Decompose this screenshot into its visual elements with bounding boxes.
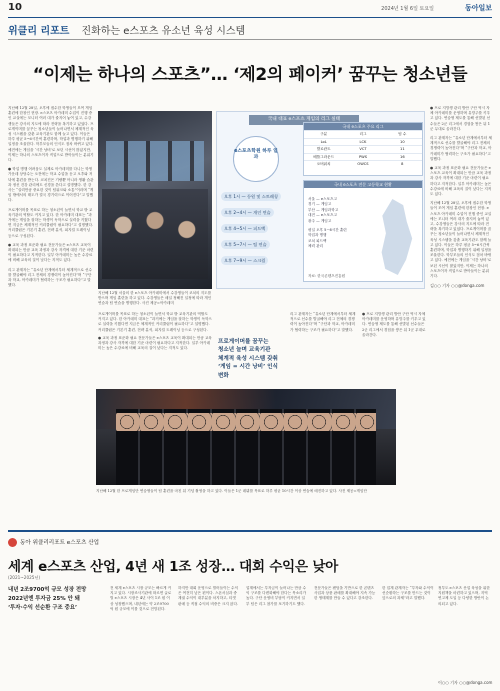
- bottom-column-5: 한 업계 관계자는 “투자와 수익이 선순환하는 구조를 만드는 것이 앞으로의 과제”라고 말했다.: [382, 586, 434, 601]
- newspaper-logo: 동아일보: [464, 4, 492, 12]
- list-item: 코치 피드백: [308, 238, 327, 243]
- table-cell: 오버워치: [316, 162, 331, 167]
- article-text: ● 학업 병행 어려움도 실제로 아카데미를 다니는 학생 가운데 상당수는 오전에는 학교 수업을 듣고 오후와 저녁에 훈련을 받는다. 코치진은 기량뿐 아니라 생활 습관과 정신 건강 관리에도 신경을 쓴다고 설명했다. 한 강사는 “실력만큼 중요한 것이 팀워크와 소통”이라며 “게임 밖에서의 태도가 결국 경기력으로 이어진다”고 말했다.: [8, 167, 94, 203]
- bottom-headline: 세계 e스포츠 산업, 4년 새 1조 성장… 대회 수익은 낮아: [8, 559, 339, 575]
- schedule-item: 오후 4~5시 — 피드백: [221, 224, 268, 233]
- ring-title: e스포츠학원 하루 일과: [234, 149, 278, 160]
- article-text: 지난해 12월 28일, 오후에 접수한 학생들이 모여 게임 훈련에 한창인 현장. e스포츠 아카데미 수업이 진행 중인 교실에는 모니터 여러 대가 줄지어 놓여 있고, 수강생들은 강사의 지도에 따라 전략을 복기하고 있었다. 프로게이머를 꿈꾸는 청소년들이 늘어나면서 체계적인 육성 시스템을 갖춘 교육기관도 함께 늘고 있다. 이들은 하루 평균 5~6시간씩 훈련하며, 학업과 병행하기 위해 일정을 조율한다. 학부모들의 인식도 점차 바뀌고 있다. 예전에는 게임을 ‘시간 낭비’로 보던 시선이 많았지만, 이제는 하나의 스포츠이자 직업으로 받아들이는 분위기다.: [8, 106, 94, 163]
- table-row: [304, 160, 422, 168]
- list-item: 서울 — e스포츠고: [308, 197, 337, 201]
- section-title: 진화하는 e스포츠 유소년 육성 시스템: [81, 25, 246, 37]
- school-list: [308, 197, 376, 250]
- article-text: 프로게이머를 목표로 하는 청소년이 늘면서 학교 밖 교육기관의 역할도 커지고 있다. 한 아카데미 대표는 “과거에는 게임을 잘하는 학생이 독학으로 실력을 키웠다면 지금은 체계적인 커리큘럼이 필요하다”고 설명했다. 커리큘럼은 기본기 훈련, 전략 분석, 피지컬 트레이닝 등으로 구성된다.: [98, 312, 212, 332]
- bottom-column-4: 전문가들은 팬덤을 기반으로 한 콘텐츠 사업과 상품 판매를 확대해야 지속 가능한 생태계를 만들 수 있다고 강조한다.: [314, 586, 376, 601]
- infographic: [216, 111, 425, 289]
- table-row: [304, 138, 422, 146]
- bottom-label: 동아 위클리리포트 e스포츠 산업: [20, 540, 100, 546]
- list-item: 경기 — 게임고: [308, 202, 332, 207]
- table-row: [304, 130, 422, 138]
- article-text: 프로게이머를 목표로 하는 청소년이 늘면서 학교 밖 교육기관의 역할도 커지고 있다. 한 아카데미 대표는 “과거에는 게임을 잘하는 학생이 독학으로 실력을 키웠다면 지금은 체계적인 커리큘럼이 필요하다”고 설명했다. 커리큘럼은 기본기 훈련, 전략 분석, 피지컬 트레이닝 등으로 구성된다.: [8, 207, 94, 238]
- reporter-byline: 김○○ 기자 ○○@donga.com: [430, 283, 485, 289]
- article-text: ● 교육 과정 표준화 필요 전문가들은 e스포츠 교육이 확대되는 만큼 교육 과정과 강사 자격에 대한 기준 마련이 필요하다고 지적한다. 일부 아카데미는 높은 수강료에 비해 교육의 질이 낮다는 지적도 있다.: [430, 166, 492, 197]
- table-cell: 배틀그라운드: [313, 154, 335, 159]
- bottom-byline: 이○○ 기자 ○○@donga.com: [438, 680, 493, 685]
- subhead-line: 2022년엔 투자금 25% 안 돼: [8, 596, 80, 602]
- schedule-item: 오후 1시 — 등원 및 스트레칭: [221, 192, 281, 201]
- pull-quote-line: ‘게임 = 시간 낭비’ 인식 변화: [218, 364, 278, 379]
- article-text: ● 프로 지망생 관리 방안 구단 역시 자체 아카데미를 운영하며 유망주를 키우고 있다. 연습생 제도를 통해 선발된 선수들은 2군 리그에서 경험을 쌓은 뒤 1군 무대로 올라간다.: [430, 106, 491, 131]
- article-text: ● 프로 지망생 관리 방안 구단 역시 자체 아카데미를 운영하며 유망주를 키우고 있다. 연습생 제도를 통해 선발된 선수들은 2군 리그에서 경험을 쌓은 뒤 1군 무대로 올라간다.: [362, 312, 426, 337]
- article-column-2: [98, 312, 212, 386]
- photo-team-players: [96, 389, 396, 485]
- column-header: 구분: [320, 132, 328, 136]
- league-table-header: 국내 e스포츠 주요 리그: [304, 123, 422, 130]
- list-item: 체력 관리: [308, 244, 324, 249]
- table-cell: PWS: [358, 154, 367, 159]
- article-text: ● 교육 과정 표준화 필요 전문가들은 e스포츠 교육이 확대되는 만큼 교육 과정과 강사 자격에 대한 기준 마련이 필요하다고 지적한다. 일부 아카데미는 높은 수강료에 비해 교육의 질이 낮다는 지적도 있다.: [98, 335, 212, 351]
- infographic-source: 자료: 한국콘텐츠진흥원: [308, 273, 346, 278]
- list-item: 학업과 병행: [308, 233, 327, 238]
- top-rule: [8, 17, 492, 18]
- table-cell: 11: [400, 147, 405, 152]
- article-text: ● 교육 과정 표준화 필요 전문가들은 e스포츠 교육이 확대되는 만큼 교육 과정과 강사 자격에 대한 기준 마련이 필요하다고 지적한다. 일부 아카데미는 높은 수강료에 비해 교육의 질이 낮다는 지적도 있다.: [8, 242, 94, 263]
- masthead: [8, 2, 492, 16]
- page-number: 10: [8, 2, 22, 13]
- pull-quote-line: 청소년 늘며 교육기관: [218, 347, 271, 354]
- students-image: [102, 189, 208, 279]
- korea-map: [378, 199, 414, 275]
- school-status-panel: [303, 180, 423, 282]
- pull-quote-line: 체계적 육성 시스템 갖춰: [218, 355, 278, 362]
- section-header: [8, 21, 245, 37]
- daily-schedule-ring: [233, 136, 279, 182]
- table-cell: LCK: [359, 139, 367, 144]
- schedule-item: 오후 5~7시 — 팀 연습: [221, 240, 270, 249]
- bottom-subhead: [8, 586, 103, 613]
- article-text: 리그 관계자는 “유소년 단계에서부터 체계적으로 선수를 발굴해야 리그 전체의 경쟁력이 높아진다”며 “구단과 학교, 아카데미가 협력하는 구조가 필요하다”고 말했다.: [430, 136, 492, 161]
- table-row: [304, 145, 422, 153]
- pull-quote: [218, 338, 283, 380]
- bottom-column-3: 업계에서는 투자금이 늘어나는 만큼 수익 구조를 다변화해야 한다는 목소리가 높다. 구단 운영비 부담이 커지면서 일부 팀은 리그 참가를 포기하기도 했다.: [246, 586, 307, 606]
- table-row: [304, 153, 422, 161]
- list-item: 부산 — 게임과학고: [308, 207, 339, 212]
- article-column-1: [8, 106, 94, 526]
- schedule-item: 오후 2~4시 — 개인 연습: [221, 208, 274, 217]
- article-text: 리그 관계자는 “유소년 단계에서부터 체계적으로 선수를 발굴해야 리그 전체의 경쟁력이 높아진다”며 “구단과 학교, 아카데미가 협력하는 구조가 필요하다”고 말했다.: [290, 312, 356, 332]
- section-rule: [8, 39, 492, 40]
- table-cell: 10: [400, 139, 405, 144]
- bottom-column-6: 정부도 e스포츠 산업 육성을 위한 지원책을 마련하고 있으며, 지역 연고제 도입 등 다양한 방안이 논의되고 있다.: [438, 586, 490, 606]
- article-text: 지난해 12월 28일, 오후에 접수한 학생들이 모여 게임 훈련에 한창인 현장. e스포츠 아카데미 수업이 진행 중인 교실에는 모니터 여러 대가 줄지어 놓여 있고, 수강생들은 강사의 지도에 따라 전략을 복기하고 있었다. 프로게이머를 꿈꾸는 청소년들이 늘어나면서 체계적인 육성 시스템을 갖춘 교육기관도 함께 늘고 있다. 이들은 하루 평균 5~6시간씩 훈련하며, 학업과 병행하기 위해 일정을 조율한다. 학부모들의 인식도 점차 바뀌고 있다. 예전에는 게임을 ‘시간 낭비’로 보던 시선이 많았지만, 이제는 하나의 스포츠이자 직업으로 받아들이는 분위기다.: [430, 201, 492, 279]
- school-panel-header: 국내 e스포츠 전문 고등학교 현황: [304, 181, 422, 188]
- photo-caption: 지난해 12월 한 프로게임단 연습생들이 팀 훈련을 마친 뒤 기념 촬영을 하고 있다. 이들은 1군 데뷔를 목표로 하루 평균 10시간 이상 연습에 매진하고 있다. 사진 제공=게임단: [96, 489, 367, 493]
- article-column-4: [362, 312, 426, 386]
- bottom-rule: [8, 530, 492, 532]
- bottom-date: (2021~2025년): [8, 575, 41, 580]
- table-cell: 16: [400, 154, 405, 159]
- main-headline: “이제는 하나의 스포츠”… ‘제2의 페이커’ 꿈꾸는 청소년들: [32, 65, 468, 85]
- table-cell: 8: [401, 162, 404, 167]
- infographic-banner: 국내 대표 e스포츠 게임의 리그 실태: [249, 115, 359, 125]
- league-table: [303, 122, 423, 176]
- monitors-image: [106, 141, 204, 181]
- list-item: 광주 — 게임고: [308, 218, 332, 223]
- article-column-3: [290, 312, 356, 386]
- list-item: 대전 — e스포츠고: [308, 213, 337, 218]
- schedule-item: 오후 7~9시 — 스크림: [221, 256, 268, 265]
- table-cell: VCT: [359, 147, 367, 152]
- pull-quote-line: 프로게이머를 꿈꾸는: [218, 339, 269, 345]
- issue-date: 2024년 1월 6일 토요일: [381, 6, 434, 12]
- column-header: 리그: [359, 132, 367, 136]
- table-cell: 발로란트: [316, 147, 331, 152]
- photo-caption: 지난해 12월 서울의 한 e스포츠 아카데미에서 수강생들이 코치의 지도를 받으며 게임 훈련을 하고 있다. 수강생들은 매일 정해진 일정에 따라 개인 연습과 팀 연습을 병행한다. 사진 제공=아카데미: [98, 291, 212, 306]
- list-item: 평일 오후 5~6시간 훈련: [308, 228, 347, 233]
- bottom-column-2: 하지만 대회 운영으로 벌어들이는 수익은 여전히 낮은 편이다. 스폰서십과 중계권 수익이 대부분을 차지하고, 티켓 판매 등 직접 수익의 비중은 크지 않다.: [178, 586, 239, 606]
- subhead-line: ‘투자·수익 선순환 구조 중요’: [8, 605, 78, 611]
- article-text: 리그 관계자는 “유소년 단계에서부터 체계적으로 선수를 발굴해야 리그 전체의 경쟁력이 높아진다”며 “구단과 학교, 아카데미가 협력하는 구조가 필요하다”고 말했다.: [8, 267, 92, 288]
- table-cell: OWCS: [357, 162, 369, 167]
- bottom-column-1: 전 세계 e스포츠 시장 규모는 빠르게 커지고 있다. 시장조사기관에 따르면 글로벌 e스포츠 시장은 4년 사이 1조 원 이상 성장했으며, 내년에는 약 2조9700억 원 규모에 이를 것으로 전망된다.: [110, 586, 172, 611]
- column-header: 팀 수: [398, 132, 407, 136]
- table-cell: LoL: [320, 139, 327, 144]
- subhead-line: 내년 2조9700억 규모 성장 전망: [8, 587, 87, 593]
- photo-academy-training: [98, 111, 212, 289]
- red-dot-icon: [8, 538, 17, 547]
- players-faces: [116, 413, 376, 431]
- article-column-5: [430, 106, 492, 526]
- section-tag: 위클리 리포트: [8, 25, 70, 37]
